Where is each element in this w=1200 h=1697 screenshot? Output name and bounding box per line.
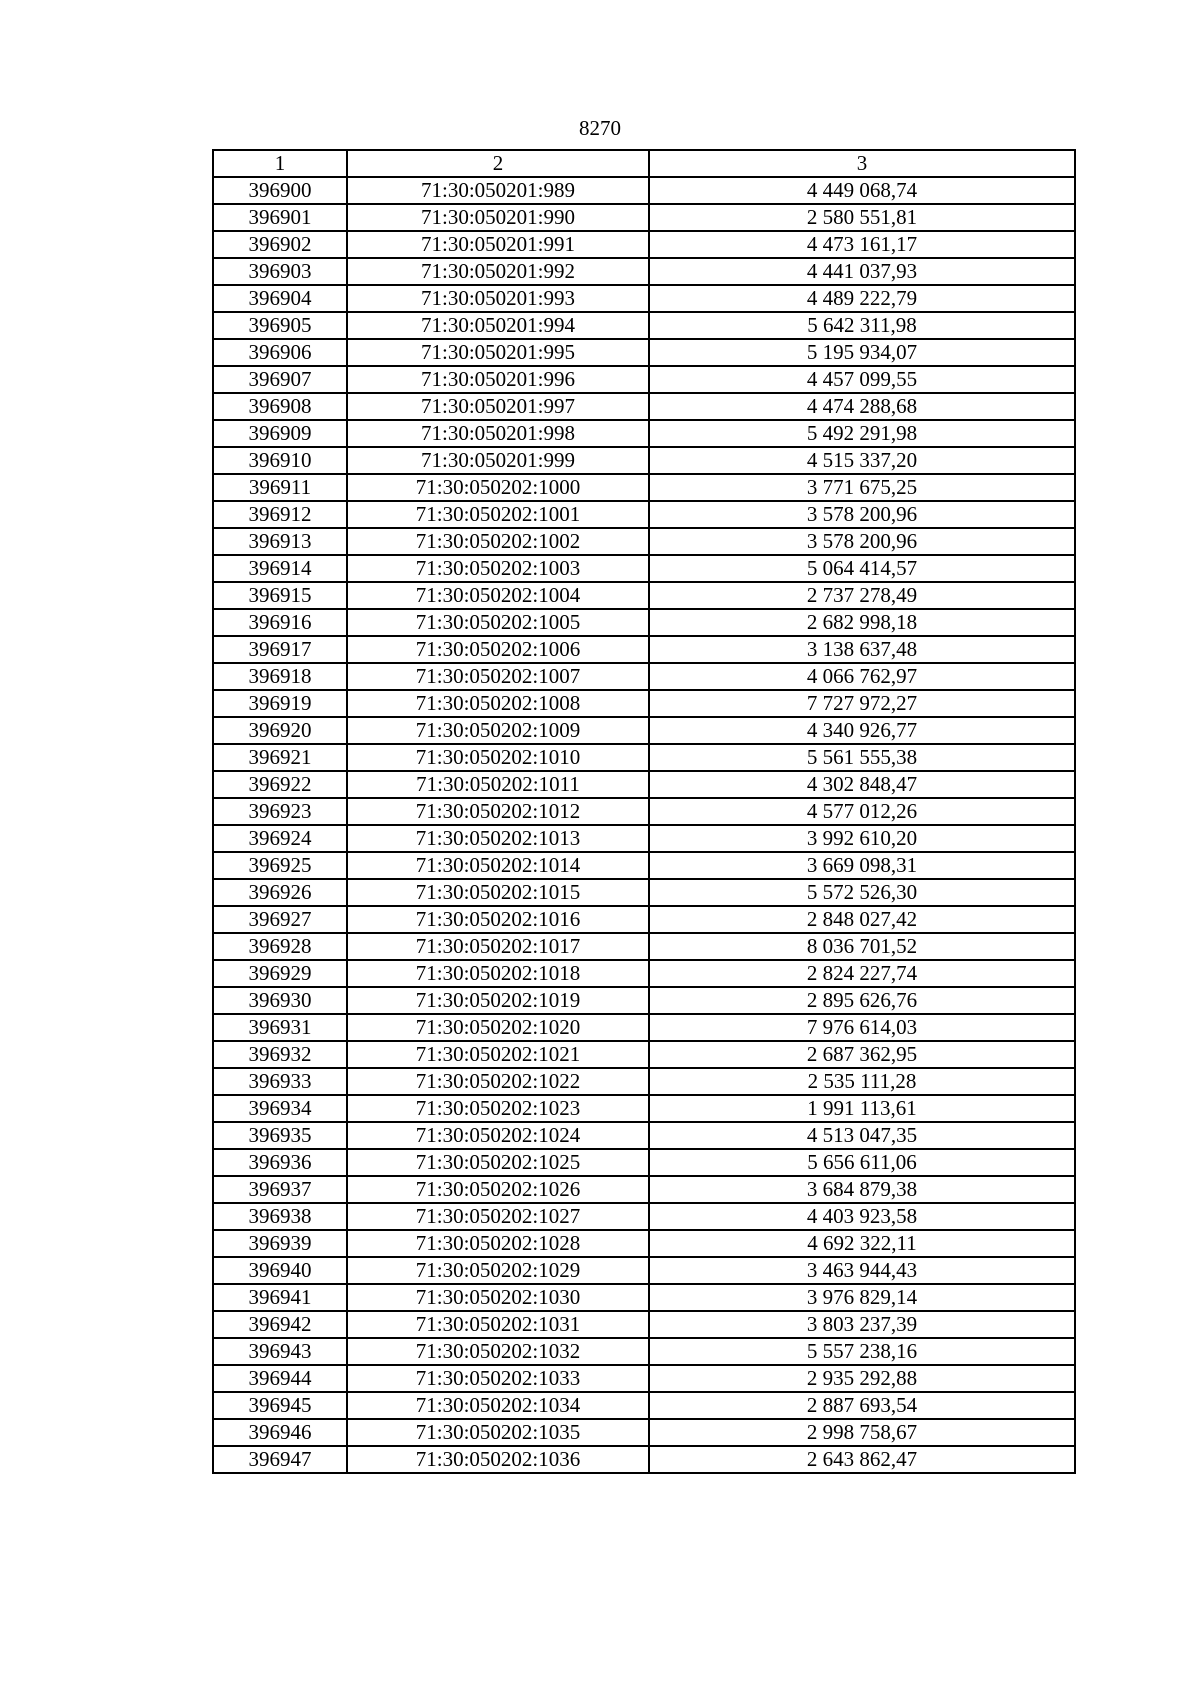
row-number-cell: 396944	[213, 1365, 347, 1392]
cadastral-number-cell: 71:30:050202:1005	[347, 609, 649, 636]
value-cell: 5 572 526,30	[649, 879, 1075, 906]
value-cell: 3 992 610,20	[649, 825, 1075, 852]
value-cell: 7 976 614,03	[649, 1014, 1075, 1041]
cadastral-number-cell: 71:30:050202:1000	[347, 474, 649, 501]
table-row	[213, 204, 1075, 231]
table-row	[213, 771, 1075, 798]
table-row	[213, 1203, 1075, 1230]
value-cell: 4 474 288,68	[649, 393, 1075, 420]
value-cell: 3 463 944,43	[649, 1257, 1075, 1284]
row-number-cell: 396930	[213, 987, 347, 1014]
row-number-cell: 396914	[213, 555, 347, 582]
value-cell: 2 824 227,74	[649, 960, 1075, 987]
row-number-cell: 396900	[213, 177, 347, 204]
row-number-cell: 396918	[213, 663, 347, 690]
row-number-cell: 396932	[213, 1041, 347, 1068]
row-number-cell: 396940	[213, 1257, 347, 1284]
page-number: 8270	[579, 116, 621, 140]
table-row	[213, 933, 1075, 960]
row-number-cell: 396902	[213, 231, 347, 258]
value-cell: 2 887 693,54	[649, 1392, 1075, 1419]
table-row	[213, 744, 1075, 771]
value-cell: 4 457 099,55	[649, 366, 1075, 393]
cadastral-number-cell: 71:30:050202:1008	[347, 690, 649, 717]
row-number-cell: 396912	[213, 501, 347, 528]
value-cell: 4 513 047,35	[649, 1122, 1075, 1149]
cadastral-number-cell: 71:30:050202:1011	[347, 771, 649, 798]
value-cell: 2 643 862,47	[649, 1446, 1075, 1473]
cadastral-number-cell: 71:30:050202:1001	[347, 501, 649, 528]
cadastral-number-cell: 71:30:050202:1006	[347, 636, 649, 663]
cadastral-number-cell: 71:30:050202:1004	[347, 582, 649, 609]
cadastral-number-cell: 71:30:050201:998	[347, 420, 649, 447]
column-header-3: 3	[649, 150, 1075, 177]
row-number-cell: 396938	[213, 1203, 347, 1230]
cadastral-number-cell: 71:30:050201:994	[347, 312, 649, 339]
value-cell: 5 561 555,38	[649, 744, 1075, 771]
column-header-1: 1	[213, 150, 347, 177]
row-number-cell: 396911	[213, 474, 347, 501]
table-row	[213, 1095, 1075, 1122]
value-cell: 4 066 762,97	[649, 663, 1075, 690]
table-row	[213, 285, 1075, 312]
value-cell: 3 669 098,31	[649, 852, 1075, 879]
row-number-cell: 396925	[213, 852, 347, 879]
table-row	[213, 501, 1075, 528]
row-number-cell: 396903	[213, 258, 347, 285]
value-cell: 3 976 829,14	[649, 1284, 1075, 1311]
column-header-2: 2	[347, 150, 649, 177]
cadastral-number-cell: 71:30:050202:1015	[347, 879, 649, 906]
cadastral-number-cell: 71:30:050202:1007	[347, 663, 649, 690]
cadastral-number-cell: 71:30:050202:1027	[347, 1203, 649, 1230]
value-cell: 4 449 068,74	[649, 177, 1075, 204]
table-row	[213, 1230, 1075, 1257]
table-row	[213, 528, 1075, 555]
value-cell: 2 848 027,42	[649, 906, 1075, 933]
table-row	[213, 906, 1075, 933]
table-header-row	[213, 150, 1075, 177]
cadastral-number-cell: 71:30:050201:991	[347, 231, 649, 258]
value-cell: 5 656 611,06	[649, 1149, 1075, 1176]
cadastral-number-cell: 71:30:050202:1023	[347, 1095, 649, 1122]
row-number-cell: 396920	[213, 717, 347, 744]
table-row	[213, 663, 1075, 690]
value-cell: 4 302 848,47	[649, 771, 1075, 798]
value-cell: 3 771 675,25	[649, 474, 1075, 501]
value-cell: 5 642 311,98	[649, 312, 1075, 339]
cadastral-number-cell: 71:30:050202:1031	[347, 1311, 649, 1338]
value-cell: 5 195 934,07	[649, 339, 1075, 366]
cadastral-number-cell: 71:30:050202:1014	[347, 852, 649, 879]
row-number-cell: 396931	[213, 1014, 347, 1041]
table-row	[213, 420, 1075, 447]
value-cell: 2 535 111,28	[649, 1068, 1075, 1095]
table-row	[213, 1041, 1075, 1068]
value-cell: 1 991 113,61	[649, 1095, 1075, 1122]
table-row	[213, 798, 1075, 825]
cadastral-number-cell: 71:30:050202:1032	[347, 1338, 649, 1365]
table-row	[213, 717, 1075, 744]
row-number-cell: 396901	[213, 204, 347, 231]
row-number-cell: 396945	[213, 1392, 347, 1419]
table-row	[213, 636, 1075, 663]
data-table	[212, 149, 1076, 1474]
cadastral-number-cell: 71:30:050202:1020	[347, 1014, 649, 1041]
value-cell: 3 578 200,96	[649, 501, 1075, 528]
value-cell: 5 557 238,16	[649, 1338, 1075, 1365]
value-cell: 2 935 292,88	[649, 1365, 1075, 1392]
value-cell: 2 687 362,95	[649, 1041, 1075, 1068]
row-number-cell: 396933	[213, 1068, 347, 1095]
table-row	[213, 1365, 1075, 1392]
value-cell: 4 489 222,79	[649, 285, 1075, 312]
row-number-cell: 396934	[213, 1095, 347, 1122]
row-number-cell: 396906	[213, 339, 347, 366]
cadastral-number-cell: 71:30:050202:1028	[347, 1230, 649, 1257]
cadastral-number-cell: 71:30:050202:1010	[347, 744, 649, 771]
row-number-cell: 396923	[213, 798, 347, 825]
cadastral-number-cell: 71:30:050202:1033	[347, 1365, 649, 1392]
cadastral-number-cell: 71:30:050201:990	[347, 204, 649, 231]
table-row	[213, 447, 1075, 474]
cadastral-number-cell: 71:30:050201:999	[347, 447, 649, 474]
row-number-cell: 396904	[213, 285, 347, 312]
table-row	[213, 1284, 1075, 1311]
row-number-cell: 396910	[213, 447, 347, 474]
value-cell: 3 138 637,48	[649, 636, 1075, 663]
value-cell: 4 692 322,11	[649, 1230, 1075, 1257]
value-cell: 8 036 701,52	[649, 933, 1075, 960]
table-row	[213, 852, 1075, 879]
cadastral-number-cell: 71:30:050201:997	[347, 393, 649, 420]
row-number-cell: 396946	[213, 1419, 347, 1446]
value-cell: 3 684 879,38	[649, 1176, 1075, 1203]
cadastral-number-cell: 71:30:050202:1013	[347, 825, 649, 852]
value-cell: 4 473 161,17	[649, 231, 1075, 258]
table-row	[213, 393, 1075, 420]
cadastral-number-cell: 71:30:050202:1003	[347, 555, 649, 582]
table-row	[213, 1014, 1075, 1041]
cadastral-number-cell: 71:30:050202:1009	[347, 717, 649, 744]
row-number-cell: 396917	[213, 636, 347, 663]
cadastral-number-cell: 71:30:050202:1017	[347, 933, 649, 960]
cadastral-number-cell: 71:30:050202:1034	[347, 1392, 649, 1419]
row-number-cell: 396909	[213, 420, 347, 447]
value-cell: 3 578 200,96	[649, 528, 1075, 555]
cadastral-number-cell: 71:30:050201:996	[347, 366, 649, 393]
cadastral-number-cell: 71:30:050202:1025	[347, 1149, 649, 1176]
table-row	[213, 339, 1075, 366]
row-number-cell: 396921	[213, 744, 347, 771]
value-cell: 3 803 237,39	[649, 1311, 1075, 1338]
value-cell: 4 403 923,58	[649, 1203, 1075, 1230]
table-row	[213, 1068, 1075, 1095]
row-number-cell: 396941	[213, 1284, 347, 1311]
table-row	[213, 1446, 1075, 1473]
table-row	[213, 555, 1075, 582]
table-row	[213, 1419, 1075, 1446]
row-number-cell: 396936	[213, 1149, 347, 1176]
table-row	[213, 312, 1075, 339]
cadastral-number-cell: 71:30:050202:1026	[347, 1176, 649, 1203]
cadastral-number-cell: 71:30:050202:1030	[347, 1284, 649, 1311]
value-cell: 4 577 012,26	[649, 798, 1075, 825]
table-body	[213, 177, 1075, 1473]
cadastral-number-cell: 71:30:050202:1035	[347, 1419, 649, 1446]
cadastral-number-cell: 71:30:050202:1022	[347, 1068, 649, 1095]
table-row	[213, 609, 1075, 636]
table-row	[213, 231, 1075, 258]
row-number-cell: 396924	[213, 825, 347, 852]
cadastral-number-cell: 71:30:050202:1036	[347, 1446, 649, 1473]
value-cell: 5 064 414,57	[649, 555, 1075, 582]
row-number-cell: 396928	[213, 933, 347, 960]
table-row	[213, 825, 1075, 852]
cadastral-number-cell: 71:30:050202:1019	[347, 987, 649, 1014]
cadastral-number-cell: 71:30:050201:992	[347, 258, 649, 285]
value-cell: 4 515 337,20	[649, 447, 1075, 474]
cadastral-number-cell: 71:30:050202:1012	[347, 798, 649, 825]
table-row	[213, 582, 1075, 609]
value-cell: 5 492 291,98	[649, 420, 1075, 447]
table-row	[213, 987, 1075, 1014]
cadastral-number-cell: 71:30:050202:1016	[347, 906, 649, 933]
value-cell: 2 737 278,49	[649, 582, 1075, 609]
row-number-cell: 396942	[213, 1311, 347, 1338]
row-number-cell: 396947	[213, 1446, 347, 1473]
value-cell: 4 441 037,93	[649, 258, 1075, 285]
value-cell: 7 727 972,27	[649, 690, 1075, 717]
value-cell: 2 682 998,18	[649, 609, 1075, 636]
table-row	[213, 1176, 1075, 1203]
table-row	[213, 1338, 1075, 1365]
cadastral-number-cell: 71:30:050202:1024	[347, 1122, 649, 1149]
row-number-cell: 396908	[213, 393, 347, 420]
row-number-cell: 396943	[213, 1338, 347, 1365]
table-row	[213, 1257, 1075, 1284]
row-number-cell: 396937	[213, 1176, 347, 1203]
cadastral-number-cell: 71:30:050202:1021	[347, 1041, 649, 1068]
cadastral-number-cell: 71:30:050201:995	[347, 339, 649, 366]
value-cell: 4 340 926,77	[649, 717, 1075, 744]
table-row	[213, 258, 1075, 285]
cadastral-number-cell: 71:30:050202:1018	[347, 960, 649, 987]
table-row	[213, 879, 1075, 906]
value-cell: 2 895 626,76	[649, 987, 1075, 1014]
row-number-cell: 396916	[213, 609, 347, 636]
table-row	[213, 1149, 1075, 1176]
table-row	[213, 474, 1075, 501]
row-number-cell: 396922	[213, 771, 347, 798]
row-number-cell: 396929	[213, 960, 347, 987]
table-row	[213, 960, 1075, 987]
row-number-cell: 396926	[213, 879, 347, 906]
cadastral-number-cell: 71:30:050201:993	[347, 285, 649, 312]
table-row	[213, 1311, 1075, 1338]
row-number-cell: 396919	[213, 690, 347, 717]
table-row	[213, 1122, 1075, 1149]
table-row	[213, 177, 1075, 204]
row-number-cell: 396907	[213, 366, 347, 393]
table-row	[213, 366, 1075, 393]
cadastral-number-cell: 71:30:050201:989	[347, 177, 649, 204]
row-number-cell: 396939	[213, 1230, 347, 1257]
table-row	[213, 690, 1075, 717]
cadastral-number-cell: 71:30:050202:1029	[347, 1257, 649, 1284]
row-number-cell: 396935	[213, 1122, 347, 1149]
cadastral-number-cell: 71:30:050202:1002	[347, 528, 649, 555]
table-row	[213, 1392, 1075, 1419]
row-number-cell: 396915	[213, 582, 347, 609]
value-cell: 2 998 758,67	[649, 1419, 1075, 1446]
value-cell: 2 580 551,81	[649, 204, 1075, 231]
row-number-cell: 396905	[213, 312, 347, 339]
row-number-cell: 396927	[213, 906, 347, 933]
row-number-cell: 396913	[213, 528, 347, 555]
